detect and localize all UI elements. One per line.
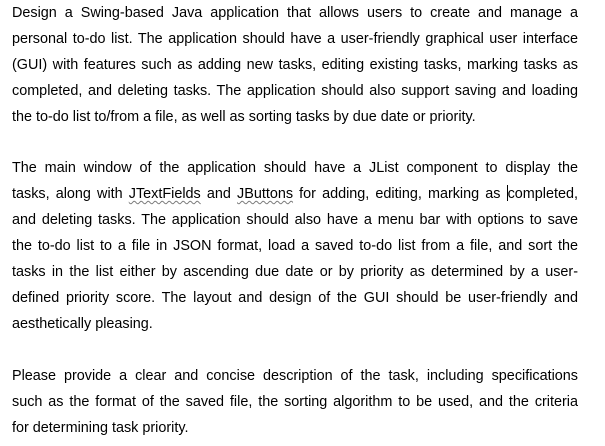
paragraph-3-line-3: for determining task priority. bbox=[12, 420, 189, 436]
paragraph-1-line-2: personal to-do list. The application should have a user-friendly graphical user interface bbox=[12, 31, 578, 47]
paragraph-2-line-5: tasks in the list either by ascending due date or by priority as determined by a user- bbox=[12, 264, 578, 280]
paragraph-2-line-4: the to-do list to a file in JSON format, load a saved to-do list from a file, and sort the bbox=[12, 238, 578, 254]
paragraph-2-line-2 bbox=[12, 181, 578, 207]
paragraph-3-line-2: such as the format of the saved file, the sorting algorithm to be used, and the criteria bbox=[12, 394, 578, 410]
text-run: and bbox=[200, 186, 238, 202]
spellcheck-word-jtextfields[interactable]: JTextFields bbox=[128, 186, 201, 202]
paragraph-3-line-1: Please provide a clear and concise description of the task, including specifications bbox=[12, 368, 578, 384]
paragraph-1-line-4: completed, and deleting tasks. The application should also support saving and loading bbox=[12, 83, 578, 99]
paragraph-2-line-6: defined priority score. The layout and design of the GUI should be user-friendly and bbox=[12, 290, 578, 306]
spellcheck-word-jbuttons[interactable]: JButtons bbox=[237, 186, 294, 202]
text-run: tasks, along with bbox=[12, 186, 129, 202]
text-run: for adding, editing, marking as bbox=[293, 186, 507, 202]
paragraph-2-line-7: aesthetically pleasing. bbox=[12, 316, 153, 332]
paragraph-2-line-3: and deleting tasks. The application should also have a menu bar with options to save bbox=[12, 212, 578, 228]
paragraph-1-line-3: (GUI) with features such as adding new tasks, editing existing tasks, marking tasks as bbox=[12, 57, 578, 73]
text-run: completed, bbox=[507, 186, 578, 202]
paragraph-2-line-1: The main window of the application should have a JList component to display the bbox=[12, 160, 578, 176]
paragraph-1-line-5: the to-do list to/from a file, as well as sorting tasks by due date or priority. bbox=[12, 109, 476, 125]
paragraph-1-line-1: Design a Swing-based Java application that allows users to create and manage a bbox=[12, 5, 578, 21]
